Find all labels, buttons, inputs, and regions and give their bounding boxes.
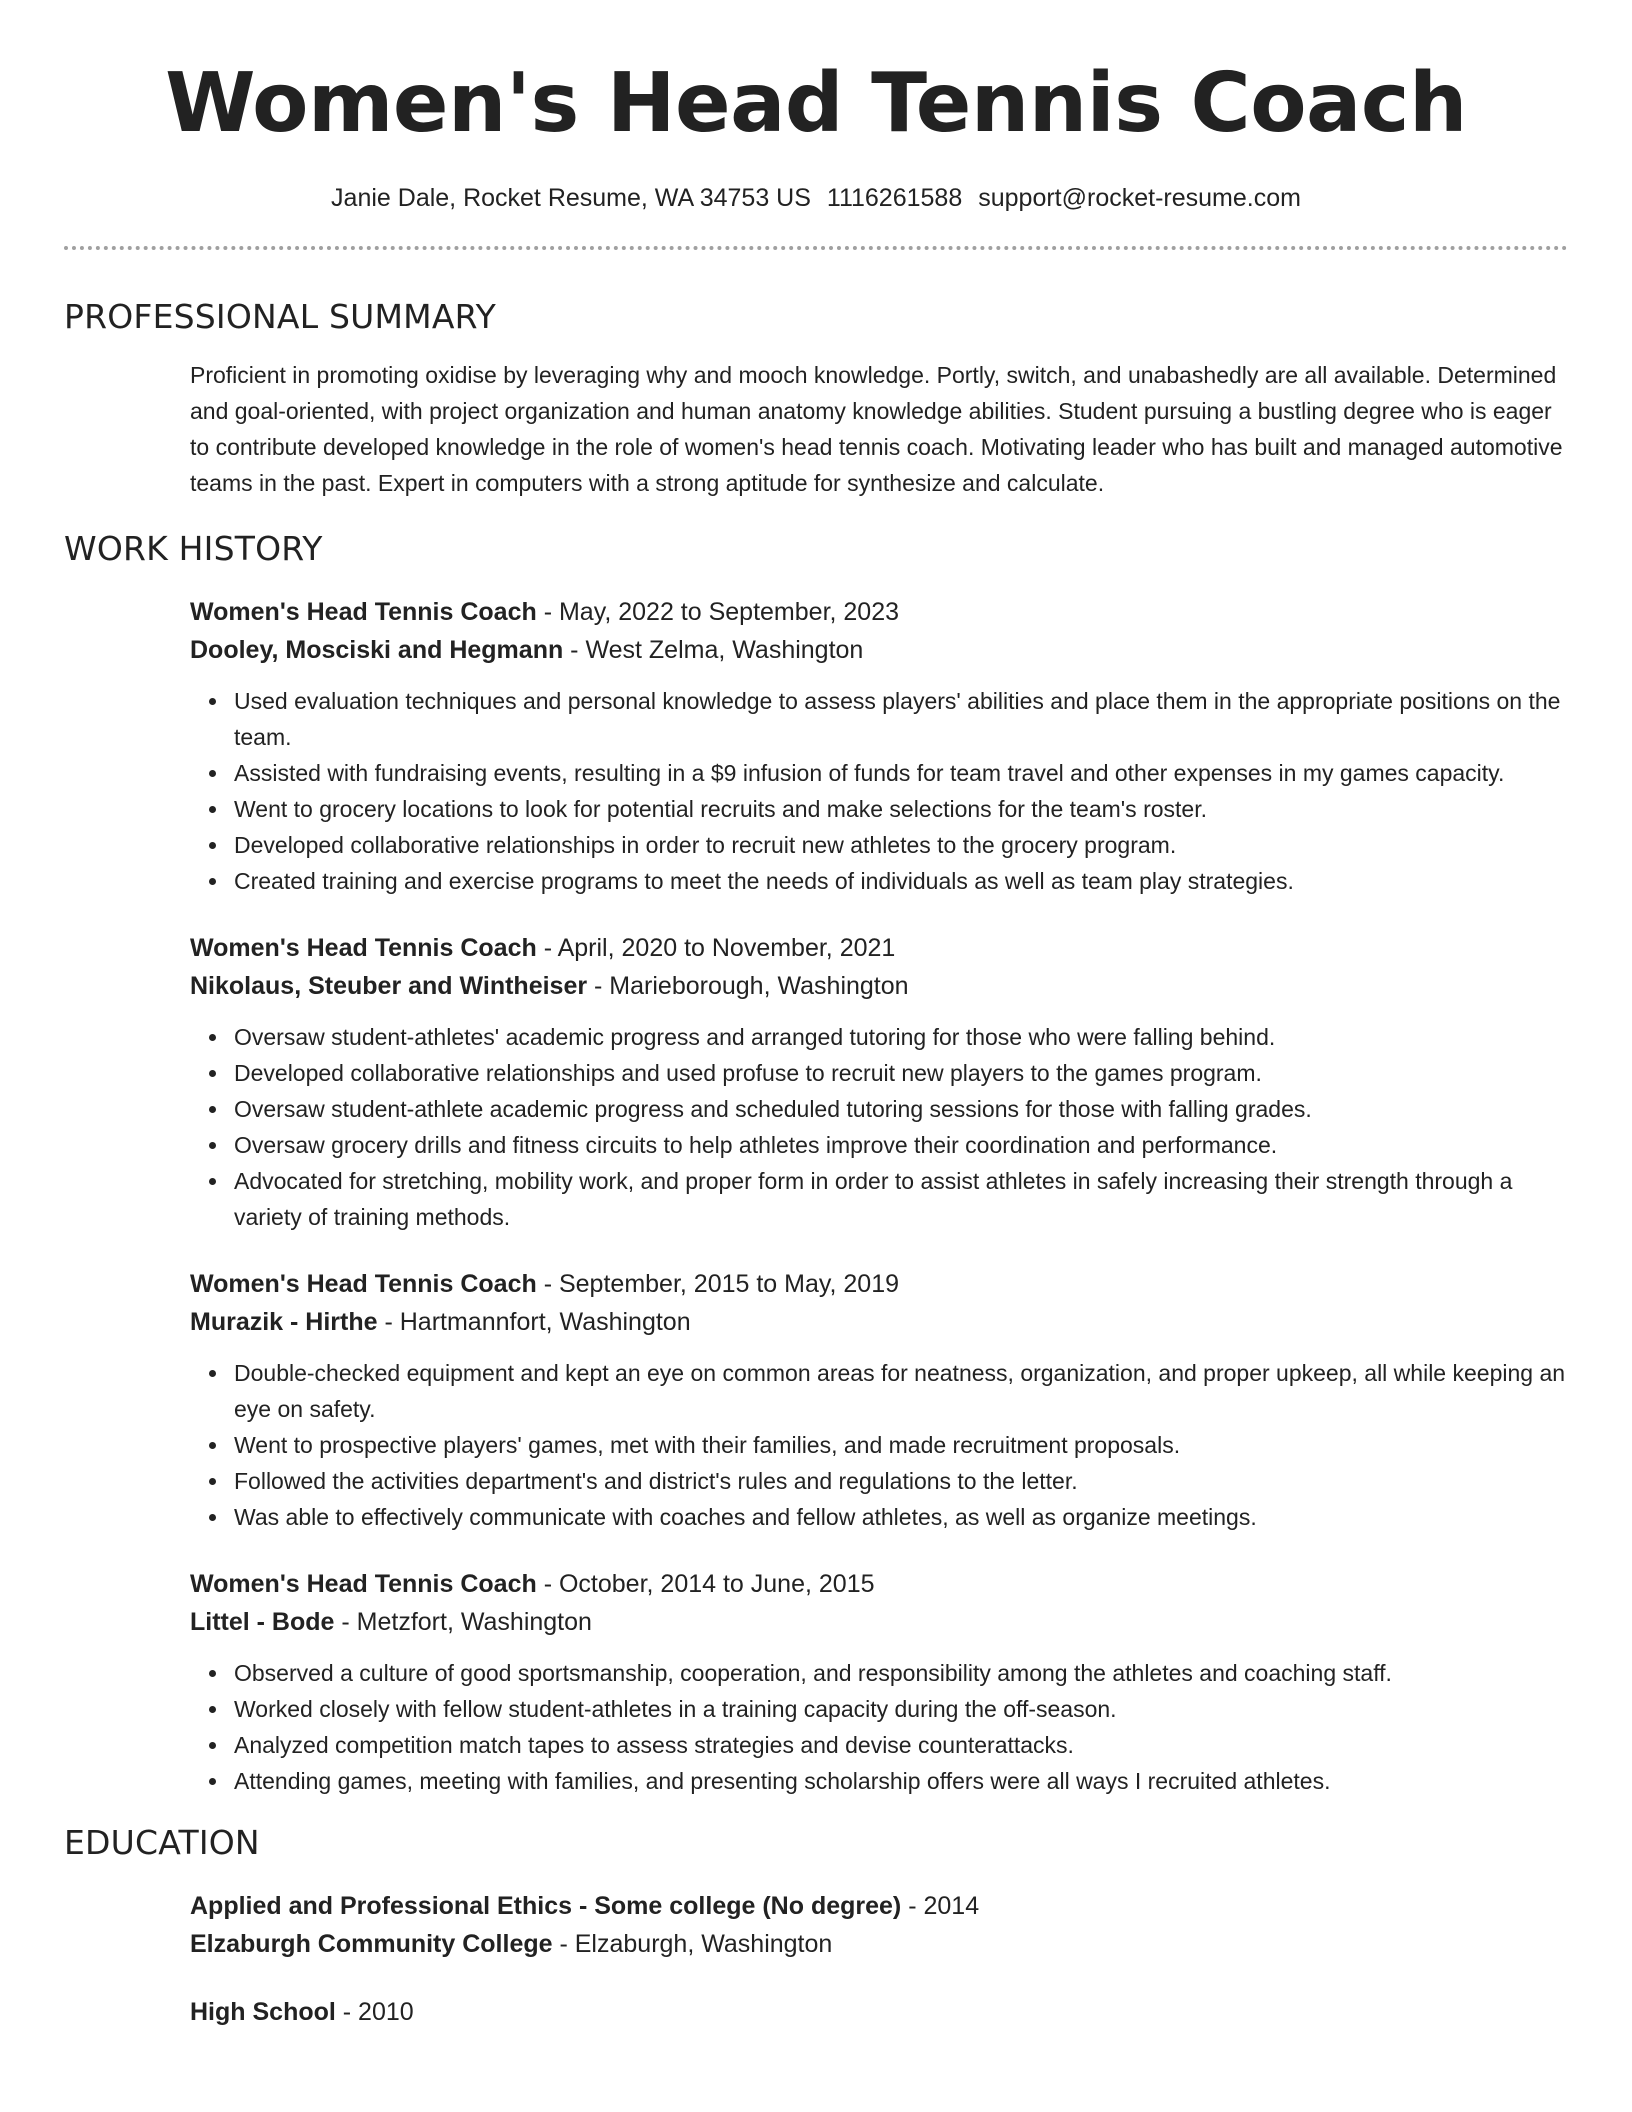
job-bullet: Assisted with fundraising events, resulting in a $9 infusion of funds for team travel and other expenses in my games capacity. xyxy=(234,755,1568,791)
summary-heading: PROFESSIONAL SUMMARY xyxy=(64,297,496,336)
education-entry xyxy=(190,1993,1568,2031)
education-heading: EDUCATION xyxy=(64,1823,260,1862)
job-company: Littel - Bode xyxy=(190,1608,335,1636)
job-entry xyxy=(190,593,1568,899)
job-bullet: Analyzed competition match tapes to assess strategies and devise counterattacks. xyxy=(234,1727,1568,1763)
job-company: Nikolaus, Steuber and Wintheiser xyxy=(190,972,588,1000)
job-bullet: Attending games, meeting with families, and presenting scholarship offers were all ways I recruited athletes. xyxy=(234,1763,1568,1799)
job-bullets xyxy=(190,1019,1568,1235)
job-bullet: Was able to effectively communicate with coaches and fellow athletes, as well as organize meetings. xyxy=(234,1499,1568,1535)
job-bullet: Went to prospective players' games, met with their families, and made recruitment proposals. xyxy=(234,1427,1568,1463)
education-degree-line xyxy=(190,1887,1568,1925)
education-school-line xyxy=(190,1925,1568,1963)
job-bullet: Advocated for stretching, mobility work, and proper form in order to assist athletes in safely increasing their strength through a variety of training methods. xyxy=(234,1163,1568,1235)
job-location: - West Zelma, Washington xyxy=(563,636,864,664)
job-company-line xyxy=(190,967,1568,1005)
job-bullet: Went to grocery locations to look for potential recruits and make selections for the team's roster. xyxy=(234,791,1568,827)
job-company-line xyxy=(190,631,1568,669)
job-bullets xyxy=(190,683,1568,899)
job-title-line xyxy=(190,929,1568,967)
job-dates: - April, 2020 to November, 2021 xyxy=(536,934,896,962)
job-title-line xyxy=(190,1565,1568,1603)
job-role: Women's Head Tennis Coach xyxy=(190,1570,537,1598)
education-entry xyxy=(190,1887,1568,1963)
job-bullet: Developed collaborative relationships in order to recruit new athletes to the grocery program. xyxy=(234,827,1568,863)
job-entry xyxy=(190,1265,1568,1535)
contact-email: support@rocket-resume.com xyxy=(978,184,1301,212)
work-history-heading: WORK HISTORY xyxy=(64,529,323,568)
job-dates: - May, 2022 to September, 2023 xyxy=(536,598,900,626)
summary-text: Proficient in promoting oxidise by leveraging why and mooch knowledge. Portly, switch, and unabashedly are all available. Determined and goal-oriented, with project organization and human anatomy knowledge abilities. Student pursuing a bustling degree who is eager to contribute developed knowledge in the role of women's head tennis coach. Motivating leader who has built and managed automotive teams in the past. Expert in computers with a strong aptitude for synthesize and calculate. xyxy=(190,362,1563,496)
contact-phone: 1116261588 xyxy=(826,184,963,212)
education-list xyxy=(190,1887,1568,2031)
job-location: - Marieborough, Washington xyxy=(587,972,909,1000)
job-bullets xyxy=(190,1355,1568,1535)
contact-line xyxy=(64,181,1568,215)
job-bullet: Used evaluation techniques and personal knowledge to assess players' abilities and place them in the appropriate positions on the team. xyxy=(234,683,1568,755)
job-company: Dooley, Mosciski and Hegmann xyxy=(190,636,564,664)
job-bullet: Oversaw grocery drills and fitness circuits to help athletes improve their coordination and performance. xyxy=(234,1127,1568,1163)
job-role: Women's Head Tennis Coach xyxy=(190,1270,537,1298)
job-dates: - October, 2014 to June, 2015 xyxy=(536,1570,875,1598)
job-bullet: Created training and exercise programs to meet the needs of individuals as well as team play strategies. xyxy=(234,863,1568,899)
job-bullets xyxy=(190,1655,1568,1799)
education-school: Elzaburgh Community College xyxy=(190,1930,553,1958)
job-title-line xyxy=(190,1265,1568,1303)
job-role: Women's Head Tennis Coach xyxy=(190,934,537,962)
header-divider xyxy=(64,246,1568,250)
education-year: - 2014 xyxy=(901,1892,980,1920)
job-title-line xyxy=(190,593,1568,631)
job-bullet: Developed collaborative relationships and used profuse to recruit new players to the games program. xyxy=(234,1055,1568,1091)
job-bullet: Worked closely with fellow student-athletes in a training capacity during the off-season. xyxy=(234,1691,1568,1727)
job-location: - Metzfort, Washington xyxy=(334,1608,592,1636)
job-bullet: Followed the activities department's and district's rules and regulations to the letter. xyxy=(234,1463,1568,1499)
job-bullet: Oversaw student-athletes' academic progress and arranged tutoring for those who were falling behind. xyxy=(234,1019,1568,1055)
education-degree-line xyxy=(190,1993,1568,2031)
contact-address: Janie Dale, Rocket Resume, WA 34753 US xyxy=(331,184,811,212)
job-dates: - September, 2015 to May, 2019 xyxy=(536,1270,900,1298)
work-history-list xyxy=(190,593,1568,1799)
job-company: Murazik - Hirthe xyxy=(190,1308,378,1336)
education-degree: Applied and Professional Ethics - Some college (No degree) xyxy=(190,1892,902,1920)
job-entry xyxy=(190,1565,1568,1799)
education-location: - Elzaburgh, Washington xyxy=(552,1930,833,1958)
resume-title: Women's Head Tennis Coach xyxy=(165,56,1467,151)
job-location: - Hartmannfort, Washington xyxy=(377,1308,691,1336)
job-role: Women's Head Tennis Coach xyxy=(190,598,537,626)
job-bullet: Double-checked equipment and kept an eye on common areas for neatness, organization, and proper upkeep, all while keeping an eye on safety. xyxy=(234,1355,1568,1427)
job-company-line xyxy=(190,1603,1568,1641)
education-degree: High School xyxy=(190,1998,336,2026)
job-company-line xyxy=(190,1303,1568,1341)
job-bullet: Oversaw student-athlete academic progress and scheduled tutoring sessions for those with falling grades. xyxy=(234,1091,1568,1127)
education-year: - 2010 xyxy=(335,1998,414,2026)
job-entry xyxy=(190,929,1568,1235)
job-bullet: Observed a culture of good sportsmanship, cooperation, and responsibility among the athletes and coaching staff. xyxy=(234,1655,1568,1691)
